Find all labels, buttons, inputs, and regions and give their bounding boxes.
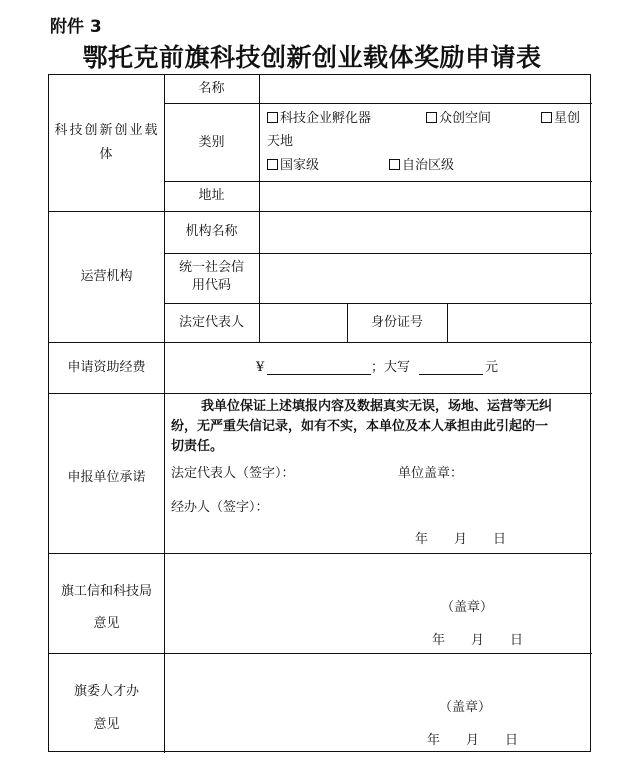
incubator-option[interactable]: 科技企业孵化器 bbox=[267, 110, 371, 128]
commitment-date: 年 月 日 bbox=[415, 532, 507, 547]
amount-separator: ；大写 bbox=[371, 360, 411, 375]
section-divider bbox=[49, 342, 592, 343]
unit-seal[interactable]: 单位盖章： bbox=[398, 466, 464, 481]
commitment-text-line3: 切责任。 bbox=[171, 439, 224, 454]
section-divider bbox=[49, 653, 592, 654]
amount-words-underline[interactable] bbox=[419, 374, 483, 375]
incubator-checkbox[interactable] bbox=[267, 112, 278, 123]
annex-number: 附件 3 bbox=[50, 17, 102, 37]
xingchuang-checkbox[interactable] bbox=[541, 112, 552, 123]
form-title: 鄂托克前旗科技创新创业载体奖励申请表 bbox=[82, 43, 542, 72]
section-divider bbox=[49, 553, 592, 554]
legal-rep-label: 法定代表人 bbox=[178, 315, 244, 330]
id-label-divider-right bbox=[447, 303, 448, 342]
national-checkbox[interactable] bbox=[267, 159, 278, 170]
application-table bbox=[48, 74, 591, 752]
operator-section-label: 运营机构 bbox=[80, 269, 133, 284]
talent-seal: （盖章） bbox=[439, 700, 492, 715]
national-option[interactable]: 国家级 bbox=[267, 157, 319, 175]
regional-checkbox[interactable] bbox=[389, 159, 400, 170]
xingchuang-option[interactable]: 星创 bbox=[541, 110, 580, 128]
amount-underline[interactable] bbox=[267, 374, 371, 375]
credit-code-label: 统一社会信 用代码 bbox=[178, 260, 244, 293]
carrier-section-label: 科技创新创业载体 bbox=[54, 123, 160, 162]
yen-sign: ¥ bbox=[256, 360, 265, 375]
makerspace-checkbox[interactable] bbox=[426, 112, 437, 123]
commitment-text-line1: 我单位保证上述填报内容及数据真实无误，场地、运营等无纠 bbox=[201, 399, 553, 414]
org-name-label: 机构名称 bbox=[185, 224, 238, 239]
address-label: 地址 bbox=[198, 188, 225, 203]
regional-option[interactable]: 自治区级 bbox=[389, 157, 454, 175]
talent-date: 年 月 日 bbox=[427, 733, 519, 748]
commitment-label: 申报单位承诺 bbox=[67, 470, 146, 485]
talent-opinion-label-line1: 旗委人才办 bbox=[73, 684, 139, 699]
row-divider bbox=[164, 253, 592, 254]
bureau-seal: （盖章） bbox=[441, 600, 494, 615]
yuan-unit: 元 bbox=[485, 360, 499, 375]
label-column-divider bbox=[164, 75, 165, 753]
handler-signature[interactable]: 经办人（签字）： bbox=[171, 500, 269, 515]
commitment-text-line2: 纷，无严重失信记录，如有不实，本单位及本人承担由此引起的一 bbox=[171, 419, 549, 434]
name-label: 名称 bbox=[198, 81, 225, 96]
row-divider bbox=[164, 103, 592, 104]
xingchuang-option-cont: 天地 bbox=[267, 134, 294, 149]
id-number-label: 身份证号 bbox=[370, 315, 423, 330]
funding-label: 申请资助经费 bbox=[67, 360, 146, 375]
bureau-opinion-label-line1: 旗工信和科技局 bbox=[60, 584, 152, 599]
talent-opinion-label-line2: 意见 bbox=[93, 717, 120, 732]
makerspace-option[interactable]: 众创空间 bbox=[426, 110, 491, 128]
legal-rep-signature[interactable]: 法定代表人（签字）： bbox=[171, 466, 295, 481]
row-divider bbox=[164, 181, 592, 182]
bureau-date: 年 月 日 bbox=[432, 633, 524, 648]
field-column-divider bbox=[259, 75, 260, 342]
row-divider bbox=[164, 303, 592, 304]
category-label: 类别 bbox=[198, 135, 225, 150]
bureau-opinion-label-line2: 意见 bbox=[93, 616, 120, 631]
section-divider bbox=[49, 393, 592, 394]
section-divider bbox=[49, 211, 592, 212]
